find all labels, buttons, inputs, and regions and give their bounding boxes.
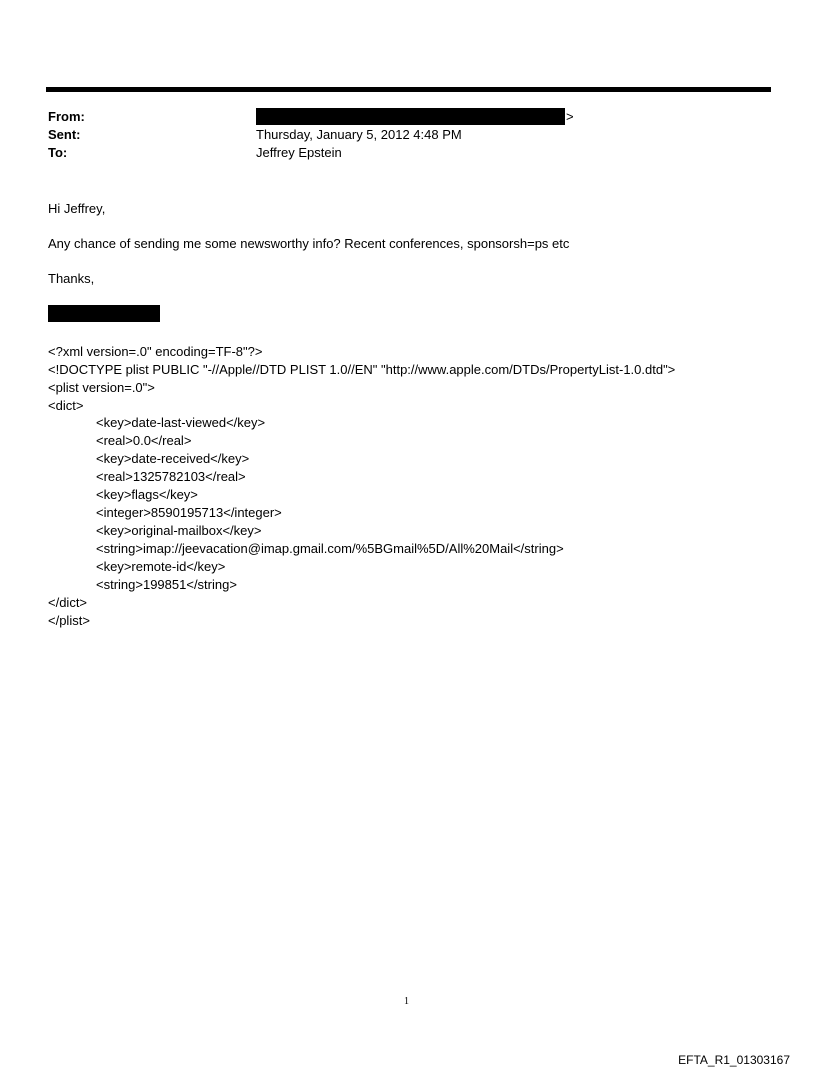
page-number: 1 — [404, 996, 409, 1007]
from-label: From: — [48, 109, 85, 124]
sent-label: Sent: — [48, 127, 81, 142]
signature-redaction — [48, 305, 160, 322]
plist-line: <string>imap://jeevacation@imap.gmail.com/%5BGmail%5D/All%20Mail</string> — [96, 541, 564, 556]
plist-line: <?xml version=.0" encoding=TF-8"?> — [48, 344, 263, 359]
plist-line: <string>199851</string> — [96, 577, 237, 592]
to-value: Jeffrey Epstein — [256, 145, 342, 160]
plist-line: <real>1325782103</real> — [96, 469, 246, 484]
bates-number: EFTA_R1_01303167 — [678, 1053, 790, 1067]
plist-line: <key>date-last-viewed</key> — [96, 415, 266, 430]
from-value-suffix: > — [566, 109, 574, 124]
plist-line: <plist version=.0"> — [48, 380, 155, 395]
sent-value: Thursday, January 5, 2012 4:48 PM — [256, 127, 462, 142]
plist-line: <!DOCTYPE plist PUBLIC "-//Apple//DTD PLIST 1.0//EN" "http://www.apple.com/DTDs/PropertyList-1.0.dtd"> — [48, 362, 676, 377]
signoff: Thanks, — [48, 271, 95, 286]
message-text: Any chance of sending me some newsworthy info? Recent conferences, sponsorsh=ps etc — [48, 236, 570, 251]
from-redaction — [256, 108, 565, 125]
plist-line: <key>flags</key> — [96, 487, 198, 502]
plist-line: <integer>8590195713</integer> — [96, 505, 282, 520]
plist-line: <key>date-received</key> — [96, 451, 250, 466]
plist-line: <real>0.0</real> — [96, 433, 192, 448]
to-label: To: — [48, 145, 68, 160]
plist-line: <key>remote-id</key> — [96, 559, 226, 574]
plist-line: <key>original-mailbox</key> — [96, 523, 262, 538]
header-rule — [46, 87, 771, 92]
plist-line: <dict> — [48, 398, 84, 413]
plist-line: </dict> — [48, 595, 88, 610]
plist-line: </plist> — [48, 613, 90, 628]
greeting: Hi Jeffrey, — [48, 201, 106, 216]
